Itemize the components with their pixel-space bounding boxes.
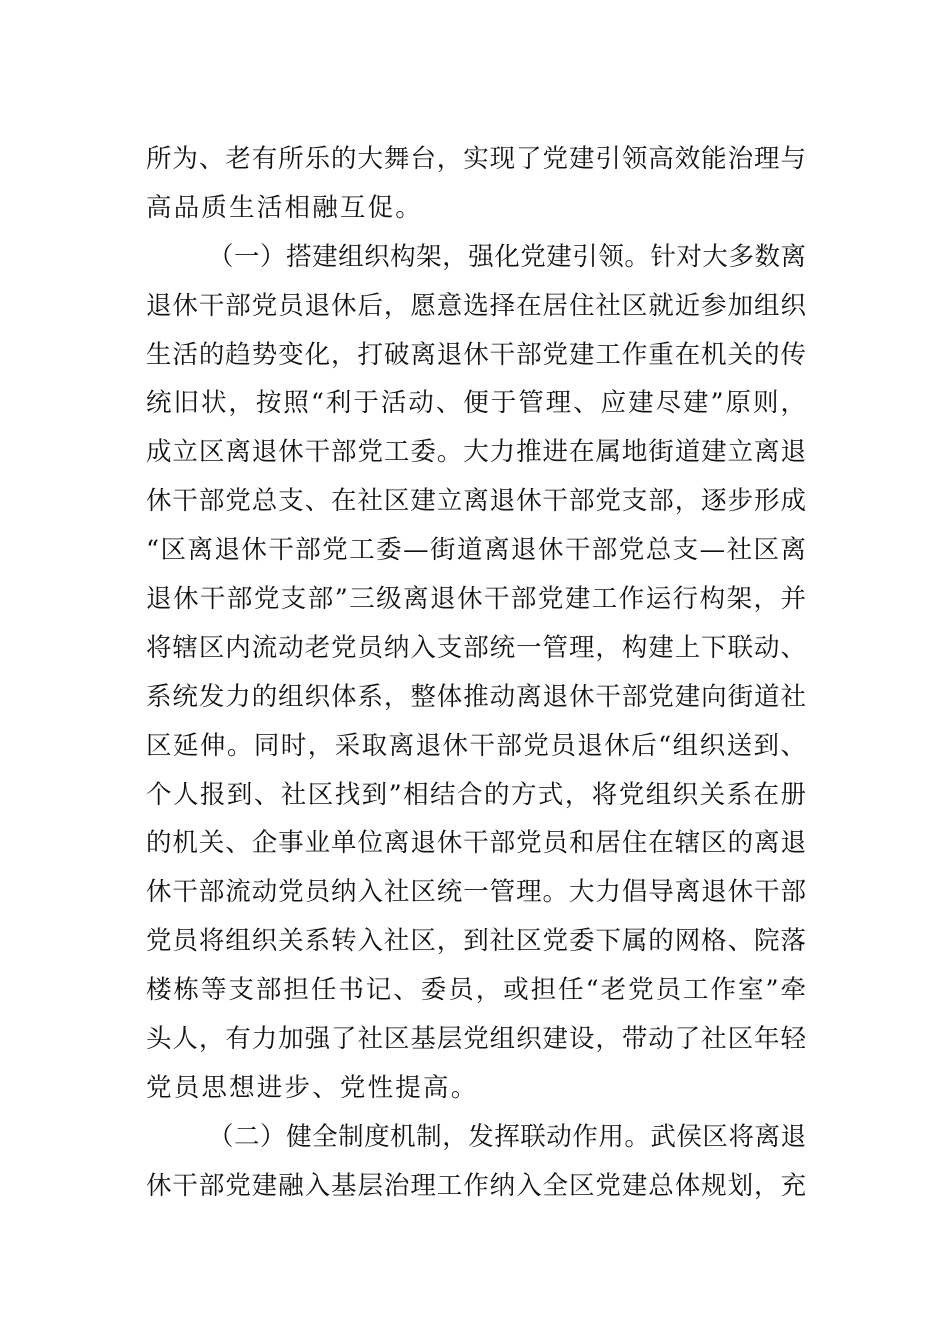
- paragraph-line: 退休干部党支部”三级离退休干部党建工作运行构架，并: [146, 584, 806, 615]
- paragraph-line: 区延伸。同时，采取离退休干部党员退休后“组织送到、: [146, 730, 806, 761]
- paragraph-line: 系统发力的组织体系，整体推动离退休干部党建向街道社: [146, 681, 806, 712]
- paragraph-line: “区离退休干部党工委—街道离退休干部党总支—社区离: [146, 535, 806, 566]
- paragraph-line: 成立区离退休干部党工委。大力推进在属地街道建立离退: [146, 437, 806, 468]
- paragraph-line: （二）健全制度机制，发挥联动作用。武侯区将离退: [208, 1121, 806, 1152]
- paragraph-line: 统旧状，按照“利于活动、便于管理、应建尽建”原则，: [146, 388, 806, 419]
- paragraph-line: 所为、老有所乐的大舞台，实现了党建引领高效能治理与: [146, 144, 806, 174]
- paragraph-line: （一）搭建组织构架，强化党建引领。针对大多数离: [208, 241, 806, 272]
- document-body: [146, 135, 806, 1211]
- paragraph-line: 的机关、企事业单位离退休干部党员和居住在辖区的离退: [146, 828, 806, 859]
- paragraph-line: 休干部流动党员纳入社区统一管理。大力倡导离退休干部: [146, 877, 806, 908]
- paragraph-line: 生活的趋势变化，打破离退休干部党建工作重在机关的传: [146, 339, 806, 370]
- paragraph-line: 头人，有力加强了社区基层党组织建设，带动了社区年轻: [146, 1024, 806, 1055]
- paragraph-line: 楼栋等支部担任书记、委员，或担任“老党员工作室”牵: [146, 975, 806, 1006]
- paragraph-line: 将辖区内流动老党员纳入支部统一管理，构建上下联动、: [146, 632, 806, 663]
- paragraph-line: 休干部党总支、在社区建立离退休干部党支部，逐步形成: [146, 486, 806, 517]
- paragraph-line: 高品质生活相融互促。: [146, 192, 424, 223]
- paragraph-line: 个人报到、社区找到”相结合的方式，将党组织关系在册: [146, 779, 806, 810]
- paragraph-line: 退休干部党员退休后，愿意选择在居住社区就近参加组织: [146, 290, 806, 321]
- paragraph-line: 休干部党建融入基层治理工作纳入全区党建总体规划，充: [146, 1170, 806, 1201]
- paragraph-line: 党员将组织关系转入社区，到社区党委下属的网格、院落: [146, 926, 806, 957]
- paragraph-line: 党员思想进步、党性提高。: [146, 1072, 479, 1103]
